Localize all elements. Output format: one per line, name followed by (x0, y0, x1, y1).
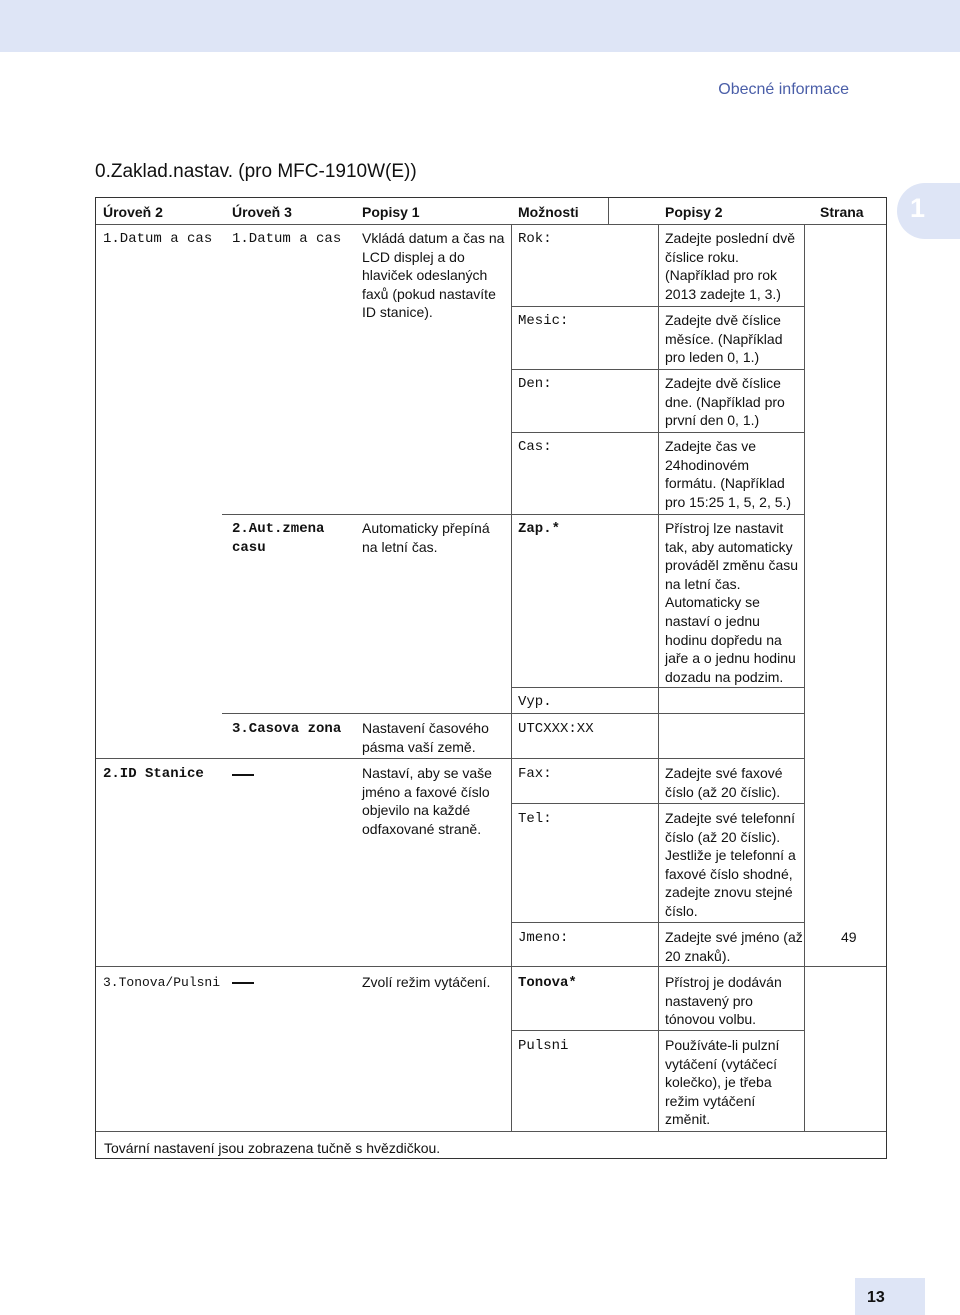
desc-aut-zmena: Automaticky přepíná na letní čas. (362, 520, 490, 555)
level3-datum: 1.Datum a cas (232, 231, 342, 247)
row-divider (222, 713, 804, 714)
desc-den: Zadejte dvě číslice dne. (Například pro první den 0, 1.) (665, 375, 785, 429)
option-cas: Cas: (518, 439, 552, 455)
desc-mesic: Zadejte dvě číslice měsíce. (Například pro leden 0, 1.) (665, 312, 783, 366)
option-tel: Tel: (518, 811, 552, 827)
level3-dash (232, 982, 254, 984)
level2-datum: 1.Datum a cas (103, 231, 213, 247)
header-title: Obecné informace (718, 81, 849, 98)
level2-id-stanice: 2.ID Stanice (103, 766, 204, 782)
option-rok: Rok: (518, 231, 552, 247)
desc-jmeno: Zadejte své jméno (až 20 znaků). (665, 929, 803, 964)
top-bar (0, 0, 960, 52)
col-header-level3: Úroveň 3 (232, 204, 292, 220)
option-zap: Zap.* (518, 521, 561, 537)
option-mesic: Mesic: (518, 313, 569, 329)
col-header-desc2: Popisy 2 (665, 204, 723, 220)
chapter-number: 1 (910, 193, 926, 223)
desc-fax: Zadejte své faxové číslo (až 20 číslic). (665, 765, 783, 800)
section-title: 0.Zaklad.nastav. (pro MFC-1910W(E)) (95, 161, 417, 182)
desc-rok: Zadejte poslední dvě číslice roku. (Například pro rok 2013 zadejte 1, 3.) (665, 230, 795, 302)
desc-pulsni: Používáte-li pulzní vytáčení (vytáčecí kolečko), je třeba režim vytáčení změnit. (665, 1037, 780, 1128)
desc-cas: Zadejte čas ve 24hodinovém formátu. (Například pro 15:25 1, 5, 2, 5.) (665, 438, 792, 510)
col-divider (658, 224, 659, 1131)
row-divider (96, 966, 886, 967)
header-col-divider (608, 198, 609, 224)
option-fax: Fax: (518, 766, 552, 782)
table-footer-note: Tovární nastavení jsou zobrazena tučně s hvězdičkou. (104, 1140, 441, 1156)
level2-tonova: 3.Tonova/Pulsni (103, 975, 221, 990)
col-header-page: Strana (820, 204, 864, 220)
page-ref: 49 (841, 929, 857, 945)
col-divider (511, 224, 512, 1131)
desc-casova-zona: Nastavení časového pásma vaší země. (362, 720, 489, 755)
desc-zap: Přístroj lze nastavit tak, aby automaticky prováděl změnu času na letní čas. Automaticky se nastaví o jednu hodinu dopředu na jaře a o jednu hodinu dozadu na podzim. (665, 520, 799, 685)
header-divider (96, 224, 886, 225)
level3-dash (232, 774, 254, 776)
level3-casova-zona: 3.Casova zona (232, 721, 342, 737)
desc-id-stanice: Nastaví, aby se vaše jméno a faxové číslo objevilo na každé odfaxované straně. (362, 765, 492, 837)
page-number: 13 (867, 1289, 885, 1306)
desc-tonova-option: Přístroj je dodáván nastavený pro tónovou volbu. (665, 974, 782, 1028)
desc-datum: Vkládá datum a čas na LCD displej a do hlaviček odeslaných faxů (pokud nastavíte ID stanice). (362, 230, 505, 321)
col-header-options: Možnosti (518, 204, 579, 220)
settings-table (95, 197, 887, 1159)
desc-tel: Zadejte své telefonní číslo (až 20 číslic). Jestliže je telefonní a faxové číslo shodné, zadejte znovu stejné číslo. (665, 810, 796, 919)
option-pulsni: Pulsni (518, 1038, 569, 1054)
chapter-tab (897, 183, 960, 239)
level3-aut-zmena: 2.Aut.zmena casu (232, 521, 325, 556)
option-jmeno: Jmeno: (518, 930, 569, 946)
option-tonova: Tonova* (518, 975, 577, 991)
option-vyp: Vyp. (518, 694, 552, 710)
row-divider (96, 1131, 886, 1132)
row-divider (222, 514, 804, 515)
option-den: Den: (518, 376, 552, 392)
col-header-level2: Úroveň 2 (103, 204, 163, 220)
col-header-desc1: Popisy 1 (362, 204, 420, 220)
page-number-box (855, 1278, 925, 1315)
row-divider (96, 758, 804, 759)
option-utc: UTCXXX:XX (518, 721, 594, 737)
desc-tonova: Zvolí režim vytáčení. (362, 974, 491, 990)
